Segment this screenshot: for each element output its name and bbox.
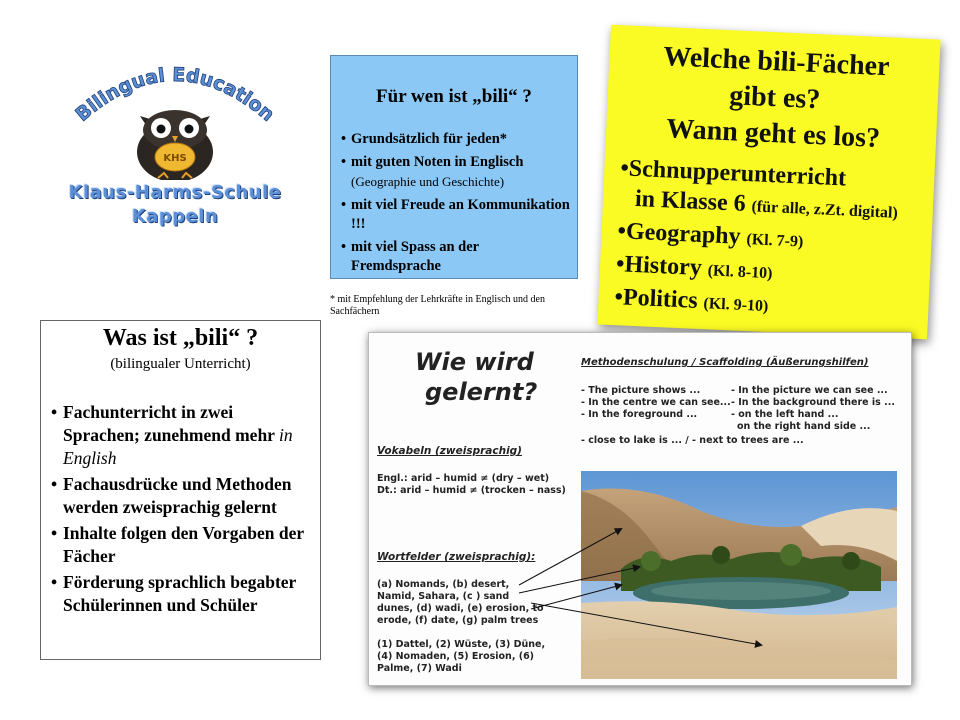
subject-note: (für alle, z.Zt. digital) xyxy=(751,198,899,222)
list-item xyxy=(341,130,571,149)
what-is-bili-box xyxy=(40,320,321,660)
list-item xyxy=(341,153,571,192)
list-item xyxy=(51,571,312,617)
subjects-list xyxy=(614,153,923,329)
list-item: •Geography (Kl. 7-9) xyxy=(617,218,804,251)
subject-grade: (Kl. 8-10) xyxy=(707,262,773,283)
subjects-sticky-note xyxy=(597,25,940,340)
vocab-heading: Vokabeln (zweisprachig) xyxy=(377,445,522,457)
subject-name: History xyxy=(623,251,703,282)
list-item-text: mit viel Spass an der Fremdsprache xyxy=(351,239,479,274)
fields-heading: Wortfelder (zweisprachig): xyxy=(377,551,536,563)
field-line: (1) Dattel, (2) Wüste, (3) Düne, xyxy=(377,639,546,650)
school-logo xyxy=(60,60,290,250)
target-group-title: Für wen ist „bili“ ? xyxy=(376,86,532,107)
subjects-title-line: Wann geht es los? xyxy=(665,113,881,154)
list-item: •History (Kl. 8-10) xyxy=(615,251,773,283)
list-item xyxy=(51,522,312,568)
worksheet-title-line: gelernt? xyxy=(425,378,538,406)
logo-school-name: Klaus-Harms-Schule xyxy=(68,182,282,203)
list-item xyxy=(51,473,312,519)
vocab-line: Engl.: arid – humid ≠ (dry – wet) xyxy=(377,473,550,484)
vocab-line: Dt.: arid – humid ≠ (trocken – nass) xyxy=(377,485,566,496)
methods-heading: Methodenschulung / Scaffolding (Äußerungshilfen) xyxy=(581,357,869,368)
subject-name: Geography xyxy=(625,218,742,250)
list-item: •Politics (Kl. 9-10) xyxy=(614,284,769,316)
field-line: Namid, Sahara, (c ) sand xyxy=(377,591,510,602)
list-item-subtext: (Geographie und Geschichte) xyxy=(351,174,505,189)
list-item-text: Fachausdrücke und Methoden werden zweisprachig gelernt xyxy=(63,474,292,517)
target-group-box xyxy=(330,55,578,279)
phrase: - In the centre we can see... xyxy=(581,397,731,408)
phrases-column-2 xyxy=(731,385,895,433)
owl-icon xyxy=(137,110,213,180)
list-item-text: Förderung sprachlich begabter Schülerinnen und Schüler xyxy=(63,572,297,615)
field-line: Palme, (7) Wadi xyxy=(377,663,462,674)
phrase: - The picture shows ... xyxy=(581,385,701,396)
list-item-text: Fachunterricht in zwei Sprachen; zunehmend mehr xyxy=(63,402,275,445)
subject-grade: in Klasse 6 xyxy=(634,185,747,217)
phrase: - In the picture we can see ... xyxy=(731,385,888,396)
what-is-bili-subtitle: (bilingualer Unterricht) xyxy=(110,356,251,372)
list-item xyxy=(341,238,571,276)
list-item-text: Grundsätzlich für jeden* xyxy=(351,131,508,147)
what-is-bili-list xyxy=(41,401,320,617)
vocab-lines xyxy=(377,473,566,497)
list-item-text: mit viel Freude an Kommunikation !!! xyxy=(351,197,570,232)
field-line: (a) Nomands, (b) desert, xyxy=(377,579,510,590)
owl-logo-graphic xyxy=(60,60,290,180)
list-item-text: mit guten Noten in Englisch xyxy=(351,154,524,170)
phrase: on the right hand side ... xyxy=(737,421,871,432)
desert-oasis-photo xyxy=(581,471,897,679)
worksheet-title xyxy=(415,347,537,407)
fields-english xyxy=(377,579,544,627)
list-item xyxy=(51,401,312,470)
logo-school-city: Kappeln xyxy=(131,206,219,227)
field-line: (4) Nomaden, (5) Erosion, (6) xyxy=(377,651,535,662)
phrase: - on the left hand ... xyxy=(731,409,839,420)
phrase-last: - close to lake is ... / - next to trees are ... xyxy=(581,435,804,446)
target-group-list xyxy=(331,130,577,276)
logo-arc-text: Bilingual Education xyxy=(71,63,279,126)
subject-grade: (Kl. 7-9) xyxy=(746,231,804,251)
worksheet-image xyxy=(368,332,912,686)
subjects-title-line: Welche bili-Fächer xyxy=(662,41,891,83)
phrases-column-1 xyxy=(581,385,731,421)
field-line: dunes, (d) wadi, (e) erosion, to xyxy=(377,603,544,614)
phrase: - In the background there is ... xyxy=(731,397,895,408)
subject-grade: (Kl. 9-10) xyxy=(703,295,769,316)
fields-german xyxy=(377,639,545,675)
what-is-bili-title: Was ist „bili“ ? xyxy=(102,325,259,351)
logo-badge-text: KHS xyxy=(163,153,187,164)
list-item-emphasis: in English xyxy=(63,425,293,468)
phrase: - In the foreground ... xyxy=(581,409,698,420)
subjects-title xyxy=(622,37,929,159)
footnote: * mit Empfehlung der Lehrkräfte in Englisch und den Sachfächern xyxy=(330,294,545,317)
list-item-text: Inhalte folgen den Vorgaben der Fächer xyxy=(63,523,304,566)
field-line: erode, (f) date, (g) palm trees xyxy=(377,615,539,626)
list-item: •Schnupperunterricht in Klasse 6 (für alle, z.Zt. digital) xyxy=(619,155,899,222)
worksheet-title-line: Wie wird xyxy=(415,348,534,376)
subjects-title-line: gibt es? xyxy=(728,80,821,116)
subject-name: Schnupperunterricht xyxy=(628,155,847,192)
list-item xyxy=(341,196,571,234)
subject-name: Politics xyxy=(622,284,699,314)
